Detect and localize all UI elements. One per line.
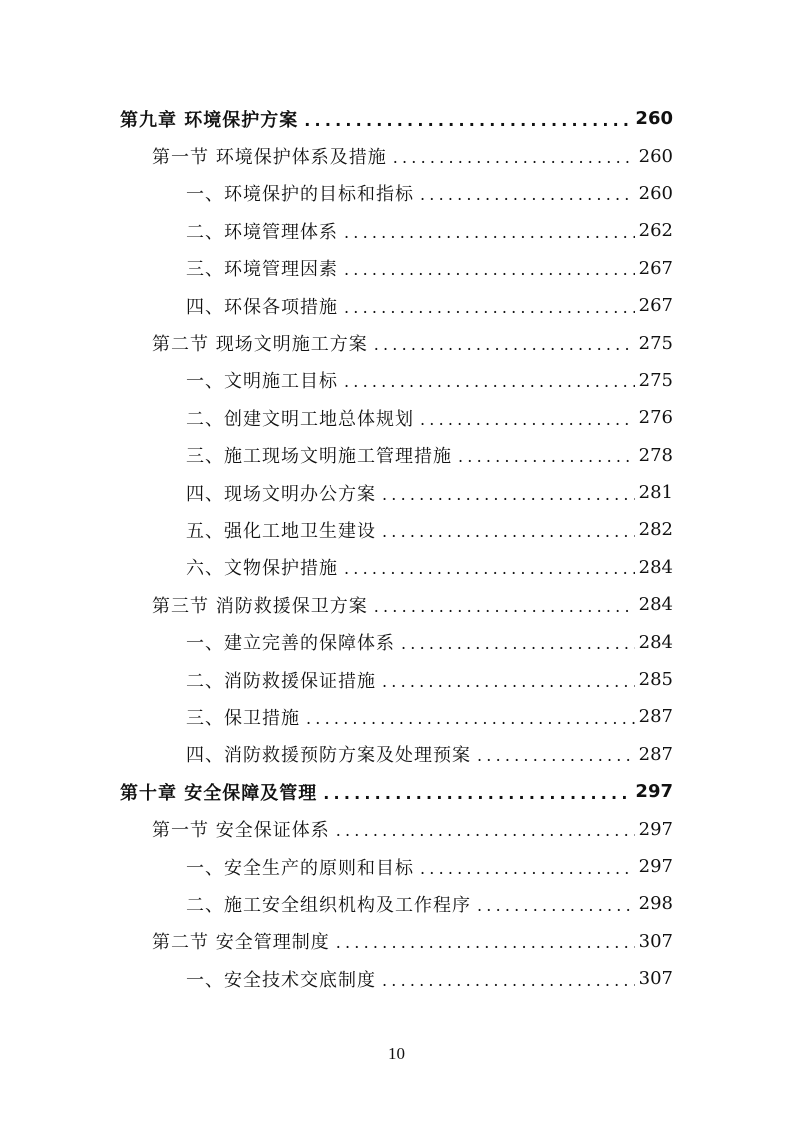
toc-entry-page: 298 [638,893,673,915]
toc-entry-subsection[interactable] [0,549,793,586]
toc-entry-subsection[interactable] [0,250,793,287]
toc-dot-leader [382,524,635,540]
toc-entry-title: 一、文明施工目标 [186,371,338,393]
toc-entry-title: 四、消防救援预防方案及处理预案 [186,745,471,767]
toc-entry-page: 260 [638,145,673,167]
toc-entry-subsection[interactable] [0,511,793,548]
toc-entry-page: 275 [638,369,673,391]
toc-dot-leader [344,225,635,241]
toc-dot-leader [323,786,631,802]
toc-entry-title: 五、强化工地卫生建设 [186,520,376,542]
toc-entry-chapter[interactable] [0,100,793,137]
toc-dot-leader [477,748,635,764]
toc-entry-section[interactable] [0,923,793,960]
toc-dot-leader [304,113,631,129]
toc-entry-section[interactable] [0,810,793,847]
toc-entry-title: 一、安全生产的原则和目标 [186,857,414,879]
toc-entry-title: 第十章 安全保障及管理 [120,782,318,804]
toc-entry-page: 267 [638,257,673,279]
toc-dot-leader [374,599,635,615]
toc-dot-leader [382,973,635,989]
toc-entry-section[interactable] [0,324,793,361]
toc-entry-page: 285 [638,669,673,691]
toc-dot-leader [336,935,635,951]
toc-entry-title: 第一节 安全保证体系 [152,820,330,842]
toc-entry-chapter[interactable] [0,773,793,810]
toc-entry-page: 284 [638,594,673,616]
toc-dot-leader [382,674,635,690]
toc-entry-subsection[interactable] [0,661,793,698]
toc-entry-subsection[interactable] [0,698,793,735]
toc-entry-page: 297 [638,818,673,840]
toc-entry-title: 四、现场文明办公方案 [186,483,376,505]
toc-entry-page: 307 [638,930,673,952]
toc-dot-leader [393,150,635,166]
toc-dot-leader [420,861,635,877]
toc-dot-leader [458,449,635,465]
toc-entry-title: 六、文物保护措施 [186,558,338,580]
toc-entry-subsection[interactable] [0,399,793,436]
toc-entry-title: 二、环境管理体系 [186,221,338,243]
toc-dot-leader [306,711,635,727]
toc-entry-section[interactable] [0,137,793,174]
toc-entry-page: 275 [638,332,673,354]
toc-entry-title: 第三节 消防救援保卫方案 [152,595,368,617]
toc-entry-subsection[interactable] [0,212,793,249]
toc-dot-leader [401,636,635,652]
toc-entry-title: 三、施工现场文明施工管理措施 [186,446,452,468]
toc-entry-section[interactable] [0,586,793,623]
toc-entry-subsection[interactable] [0,474,793,511]
toc-entry-subsection[interactable] [0,437,793,474]
toc-entry-title: 一、安全技术交底制度 [186,969,376,991]
toc-dot-leader [344,300,635,316]
toc-entry-page: 297 [635,781,673,803]
toc-entry-page: 262 [638,220,673,242]
toc-entry-page: 281 [638,482,673,504]
toc-entry-title: 第二节 现场文明施工方案 [152,334,368,356]
toc-entry-subsection[interactable] [0,885,793,922]
toc-entry-page: 284 [638,556,673,578]
toc-entry-page: 260 [638,182,673,204]
toc-dot-leader [382,487,635,503]
toc-entry-title: 二、创建文明工地总体规划 [186,408,414,430]
toc-dot-leader [344,561,635,577]
toc-entry-page: 260 [635,108,673,130]
toc-entry-page: 267 [638,295,673,317]
toc-entry-page: 284 [638,631,673,653]
toc-entry-title: 三、保卫措施 [186,707,300,729]
toc-dot-leader [420,412,635,428]
toc-entry-subsection[interactable] [0,175,793,212]
toc-entry-subsection[interactable] [0,623,793,660]
toc-entry-page: 276 [638,407,673,429]
toc-entry-title: 一、建立完善的保障体系 [186,633,395,655]
toc-entry-title: 第一节 环境保护体系及措施 [152,147,387,169]
toc-entry-page: 307 [638,968,673,990]
toc-entry-title: 三、环境管理因素 [186,259,338,281]
toc-dot-leader [374,337,635,353]
toc-entry-title: 一、环境保护的目标和指标 [186,184,414,206]
toc-entry-title: 二、消防救援保证措施 [186,670,376,692]
toc-entry-title: 第九章 环境保护方案 [120,109,299,131]
toc-entry-subsection[interactable] [0,960,793,997]
toc-dot-leader [344,262,635,278]
toc-entry-subsection[interactable] [0,287,793,324]
toc-dot-leader [336,823,635,839]
toc-entry-title: 第二节 安全管理制度 [152,932,330,954]
toc-dot-leader [420,187,635,203]
toc-entry-page: 297 [638,856,673,877]
toc-entry-title: 二、施工安全组织机构及工作程序 [186,894,471,916]
table-of-contents [0,100,793,997]
toc-dot-leader [344,374,635,390]
page-number: 10 [388,1044,405,1063]
toc-entry-subsection[interactable] [0,736,793,773]
toc-entry-page: 278 [638,444,673,466]
toc-entry-subsection[interactable] [0,848,793,885]
toc-entry-page: 282 [638,519,673,541]
toc-entry-page: 287 [638,743,673,765]
toc-entry-title: 四、环保各项措施 [186,296,338,318]
toc-entry-page: 287 [638,706,673,728]
toc-dot-leader [477,898,635,914]
toc-entry-subsection[interactable] [0,362,793,399]
